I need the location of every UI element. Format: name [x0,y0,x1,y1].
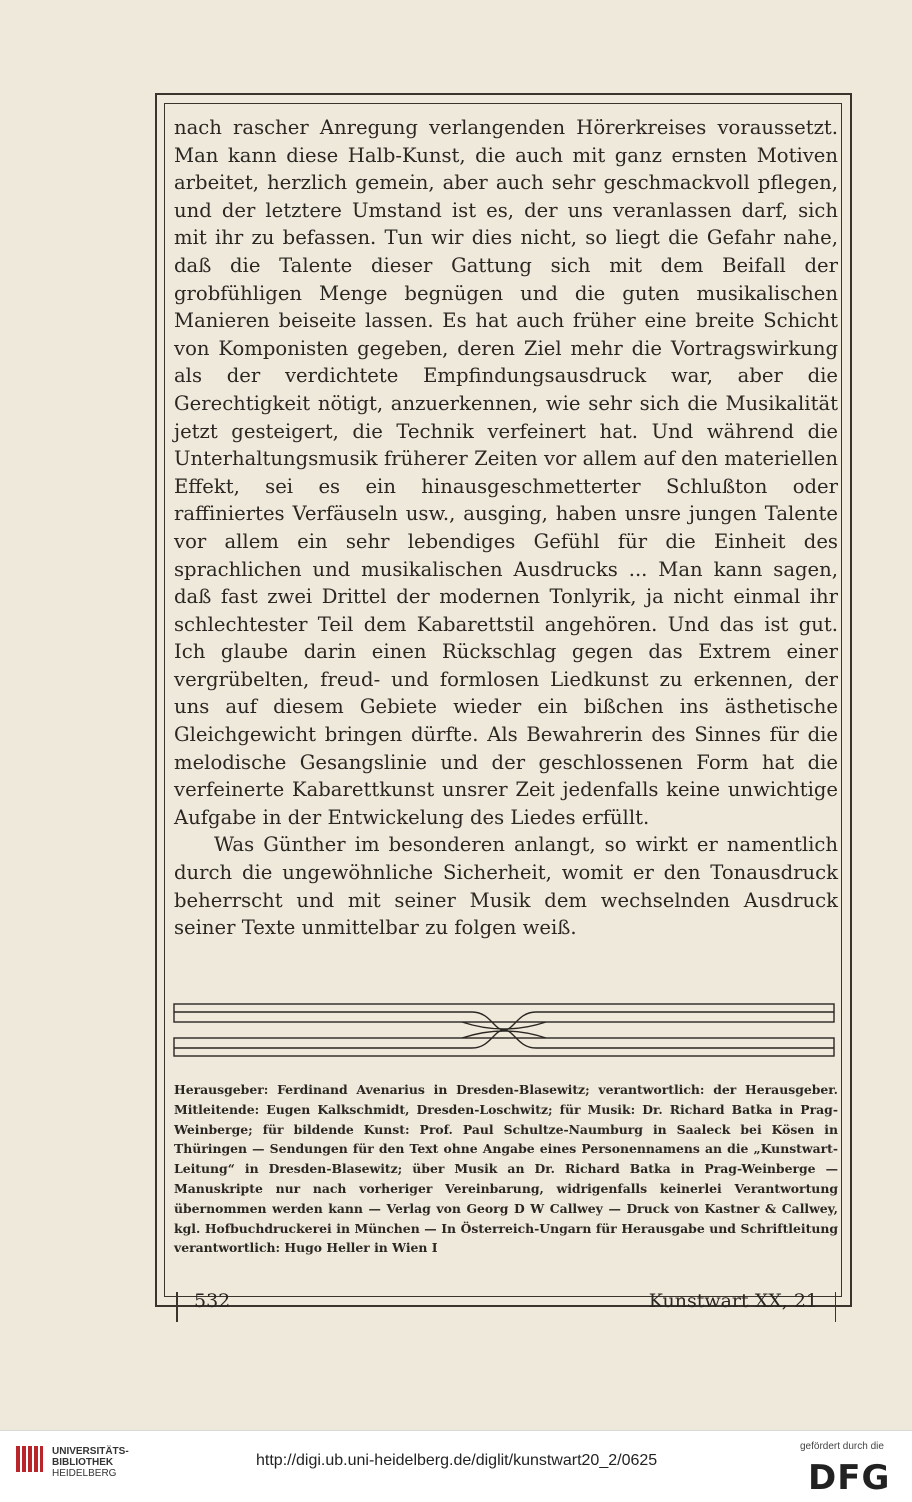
paragraph-1: nach rascher Anregung verlangenden Hörerkreises voraussetzt. Man kann diese Halb-Kunst, die auch mit ganz ernsten Motiven arbeitet, herzlich gemein, aber auch sehr geschmackvoll pflegen, und der letztere Umstand ist es, der uns veranlassen darf, sich mit ihr zu befassen. Tun wir dies nicht, so liegt die Gefahr nahe, daß die Talente dieser Gattung sich mit dem Beifall der grobfühligen Menge begnügen und die guten musikalischen Manieren beiseite lassen. Es hat auch früher eine breite Schicht von Komponisten gegeben, deren Ziel mehr die Vortragswirkung als der verdichtete Empfindungsausdruck war, aber die Gerechtigkeit nötigt, anzuerkennen, wie sehr sich die Musikalität jetzt gesteigert, die Technik verfeinert hat. Und während die Unterhaltungsmusik früherer Zeiten vor allem auf den materiellen Effekt, sei es ein hinausgeschmetterter Schlußton oder raffiniertes Verfäuseln usw., ausging, haben unsre jungen Talente vor allem ein sehr lebendiges Gefühl für die Einheit des sprachlichen und musikalischen Ausdrucks ... Man kann sagen, daß fast zwei Drittel der modernen Tonlyrik, ja nicht einmal ihr schlechtester Teil dem Kabarettstil angehören. Und das ist gut. Ich glaube darin einen Rückschlag gegen das Extrem einer vergrübelten, freud- und formlosen Liedkunst zu erkennen, der uns auf diesem Gebiete wieder ein bißchen ins ästhetische Gleichgewicht bringen dürfte. Als Bewahrerin des Sinnes für die melodische Gesangslinie und der geschlossenen Form hat die verfeinerte Kabarettkunst unsrer Zeit jedenfalls keine unwichtige Aufgabe in der Entwickelung des Liedes erfüllt. [174,116,838,829]
running-title: Kunstwart XX, 21 [648,1290,818,1312]
permalink-url[interactable]: http://digi.ub.uni-heidelberg.de/diglit/kunstwart20_2/0625 [256,1452,658,1469]
library-name-line-1: UNIVERSITÄTS- [52,1446,129,1457]
funding-caption: gefördert durch die [800,1441,884,1452]
footer-rule-left [176,1292,178,1322]
library-name-line-2: BIBLIOTHEK [52,1457,114,1468]
library-name[interactable] [52,1446,129,1479]
footer-rule-right [835,1292,837,1322]
page-footer [174,1282,838,1326]
paragraph-2: Was Günther im besonderen anlangt, so wirkt er namentlich durch die ungewöhnliche Sicherheit, womit er den Tonausdruck beherrscht und mit seiner Musik dem wechselnden Ausdruck seiner Texte unmittelbar zu folgen weiß. [174,833,838,940]
library-name-line-3: HEIDELBERG [52,1468,117,1479]
imprint-text: Herausgeber: Ferdinand Avenarius in Dresden-Blasewitz; verantwortlich: der Herausgeber. Mitleitende: Eugen Kalkschmidt, Dresden-Loschwitz; für Musik: Dr. Richard Batka in Prag-Weinberge; für bildende Kunst: Prof. Paul Schultze-Naumburg in Saaleck bei Kösen in Thüringen — Sendungen für den Text ohne Angabe eines Personennamens an die „Kunstwart-Leitung“ in Dresden-Blasewitz; über Musik an Dr. Richard Batka in Prag-Weinberge — Manuskripte nur nach vorheriger Vereinbarung, widrigenfalls keinerlei Verantwortung übernommen werden kann — Verlag von Georg D W Callwey — Druck von Kastner & Callwey, kgl. Hofbuchdruckerei in München — In Österreich-Ungarn für Herausgabe und Schriftleitung verantwortlich: Hugo Heller in Wien I [174,1082,838,1256]
article-body [174,114,838,942]
university-seal-icon[interactable] [12,1442,46,1476]
dfg-logo[interactable]: DFG [808,1458,891,1498]
ornamental-divider [172,1000,836,1064]
page-number: 532 [194,1290,231,1312]
